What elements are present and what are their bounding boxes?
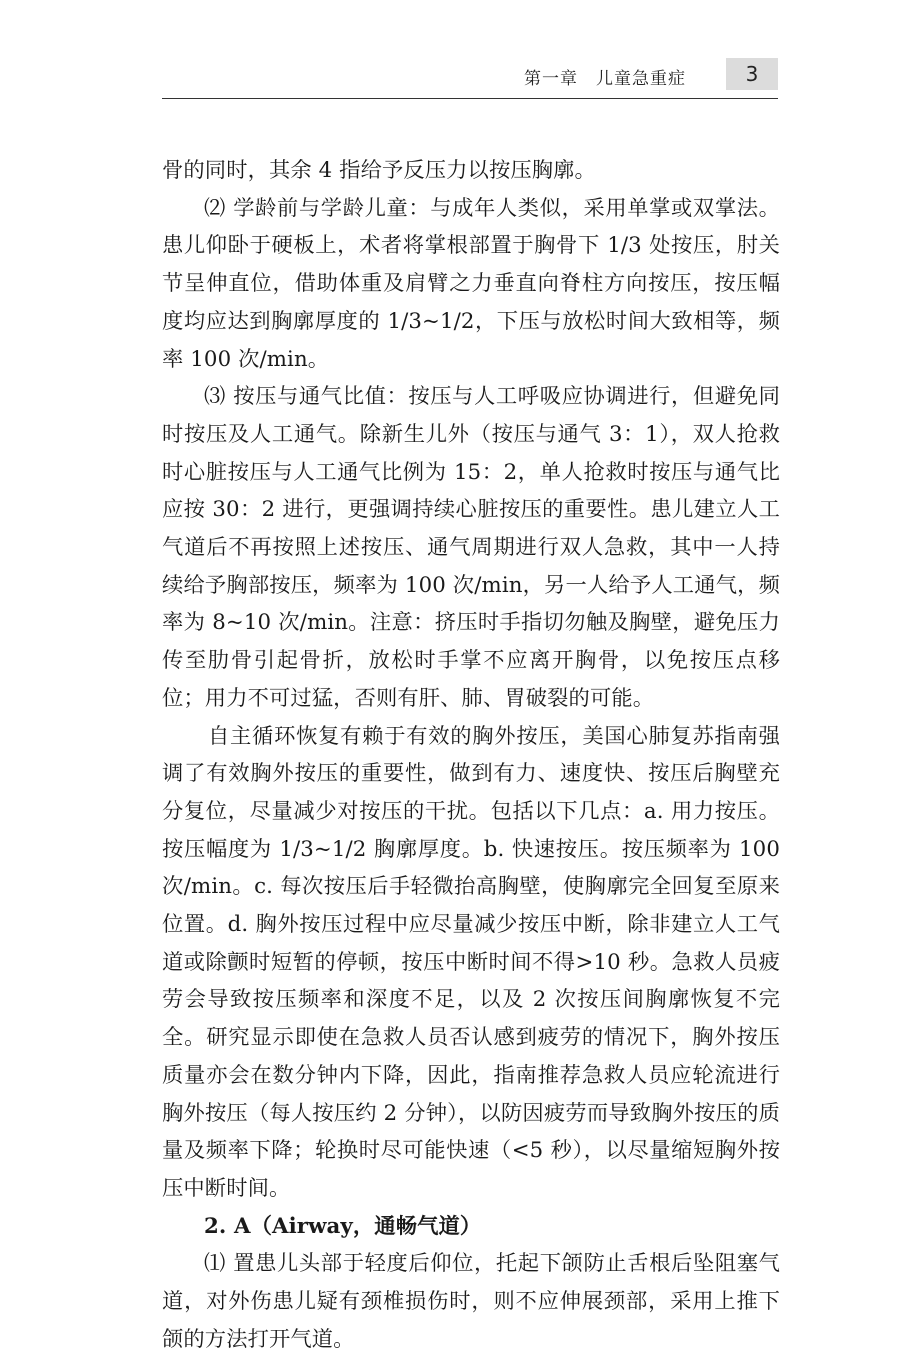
page-number: 3 <box>726 58 778 90</box>
chapter-title: 第一章 儿童急重症 <box>524 69 686 89</box>
paragraph-continuation: 骨的同时，其余 4 指给予反压力以按压胸廓。 <box>162 158 596 183</box>
running-header <box>162 58 778 99</box>
paragraph-compression-school-age: ⑵ 学龄前与学龄儿童：与成年人类似，采用单掌或双掌法。患儿仰卧于硬板上，术者将掌根部置于胸骨下 1/3 处按压，肘关节呈伸直位，借助体重及肩臂之力垂直向脊柱方向按压，按压幅度均应达到胸廓厚度的 1/3~1/2，下压与放松时间大致相等，频率 100 次/min。 <box>162 195 780 372</box>
section-heading-airway: 2. A（Airway，通畅气道） <box>204 1213 482 1239</box>
body-text <box>162 152 780 1359</box>
paragraph-airway-positioning: ⑴ 置患儿头部于轻度后仰位，托起下颌防止舌根后坠阻塞气道，对外伤患儿疑有颈椎损伤时，则不应伸展颈部，采用上推下颌的方法打开气道。 <box>162 1251 780 1352</box>
paragraph-effective-compression: 自主循环恢复有赖于有效的胸外按压，美国心肺复苏指南强调了有效胸外按压的重要性，做到有力、速度快、按压后胸壁充分复位，尽量减少对按压的干扰。包括以下几点：a. 用力按压。按压幅度为 1/3~1/2 胸廓厚度。b. 快速按压。按压频率为 100 次/min。c. 每次按压后手轻微抬高胸壁，使胸廓完全回复至原来位置。d. 胸外按压过程中应尽量减少按压中断，除非建立人工气道或除颤时短暂的停顿，按压中断时间不得>10 秒。急救人员疲劳会导致按压频率和深度不足，以及 2 次按压间胸廓恢复不完全。研究显示即使在急救人员否认感到疲劳的情况下，胸外按压质量亦会在数分钟内下降，因此，指南推荐急救人员应轮流进行胸外按压（每人按压约 2 分钟），以防因疲劳而导致胸外按压的质量及频率下降；轮换时尽可能快速（<5 秒），以尽量缩短胸外按压中断时间。 <box>162 723 780 1201</box>
paragraph-compression-ventilation-ratio: ⑶ 按压与通气比值：按压与人工呼吸应协调进行，但避免同时按压及人工通气。除新生儿外（按压与通气 3：1），双人抢救时心脏按压与人工通气比例为 15：2，单人抢救时按压与通气比应按 30：2 进行，更强调持续心脏按压的重要性。患儿建立人工气道后不再按照上述按压、通气周期进行双人急救，其中一人持续给予胸部按压，频率为 100 次/min，另一人给予人工通气，频率为 8~10 次/min。注意：挤压时手指切勿触及胸壁，避免压力传至肋骨引起骨折，放松时手掌不应离开胸骨，以免按压点移位；用力不可过猛，否则有肝、肺、胃破裂的可能。 <box>162 384 780 711</box>
